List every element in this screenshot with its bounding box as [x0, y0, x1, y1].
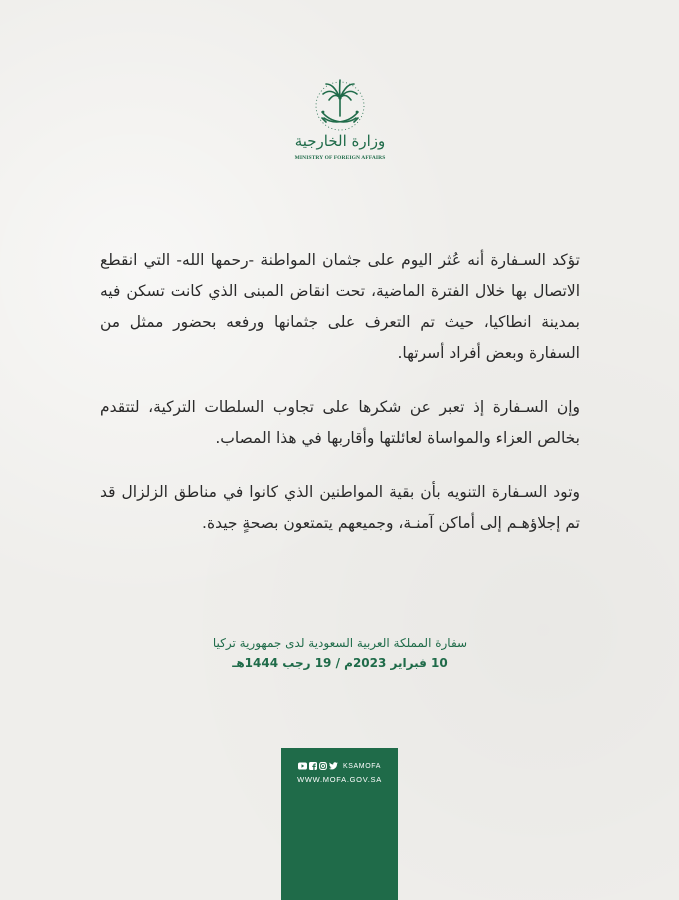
- website-link[interactable]: WWW.MOFA.GOV.SA: [297, 775, 382, 784]
- social-handle[interactable]: KSAMOFA: [342, 762, 382, 770]
- statement-paragraph-3: وتود السـفارة التنويه بأن بقية المواطنين الذي كانوا في مناطق الزلزال قد تم إجلاؤهـم إلى أماكن آمنـة، وجميعهم يتمتعون بصحةٍ جيدة.: [100, 483, 580, 532]
- ministry-logo: [290, 78, 390, 170]
- ministry-name-arabic: وزارة الخارجية: [294, 132, 386, 150]
- statement-date: 10 فبراير 2023م / 19 رجب 1444هـ: [232, 656, 448, 670]
- facebook-icon[interactable]: [309, 762, 317, 770]
- twitter-icon[interactable]: [329, 762, 338, 770]
- statement-body: [100, 245, 580, 562]
- instagram-icon[interactable]: [319, 762, 327, 770]
- ministry-name-english: MINISTRY OF FOREIGN AFFAIRS: [294, 155, 386, 161]
- statement-paragraph-1: تؤكد السـفارة أنه عُثر اليوم على جثمان المواطنة -رحمها الله- التي انقطع الاتصال بها خلال الفترة الماضية، تحت انقاض المبنى الذي كانت تسكن فيه بمدينة انطاكيا، حيث تم التعرف على جثمانها ورفعه بحضور ممثل من السفارة وبعض أفراد أسرتها.: [100, 251, 580, 362]
- statement-paragraph-2: وإن السـفارة إذ تعبر عن شكرها على تجاوب السلطات التركية، لتتقدم بخالص العزاء والمواساة لعائلتها وأقاربها في هذا المصاب.: [100, 398, 580, 447]
- palm-and-swords-emblem-icon: [314, 78, 366, 132]
- youtube-icon[interactable]: [298, 762, 307, 770]
- social-links: [281, 762, 398, 770]
- issuer-name: سفارة المملكة العربية السعودية لدى جمهورية تركيا: [212, 636, 468, 650]
- footer-panel: [281, 748, 398, 900]
- signature-block: [200, 634, 480, 674]
